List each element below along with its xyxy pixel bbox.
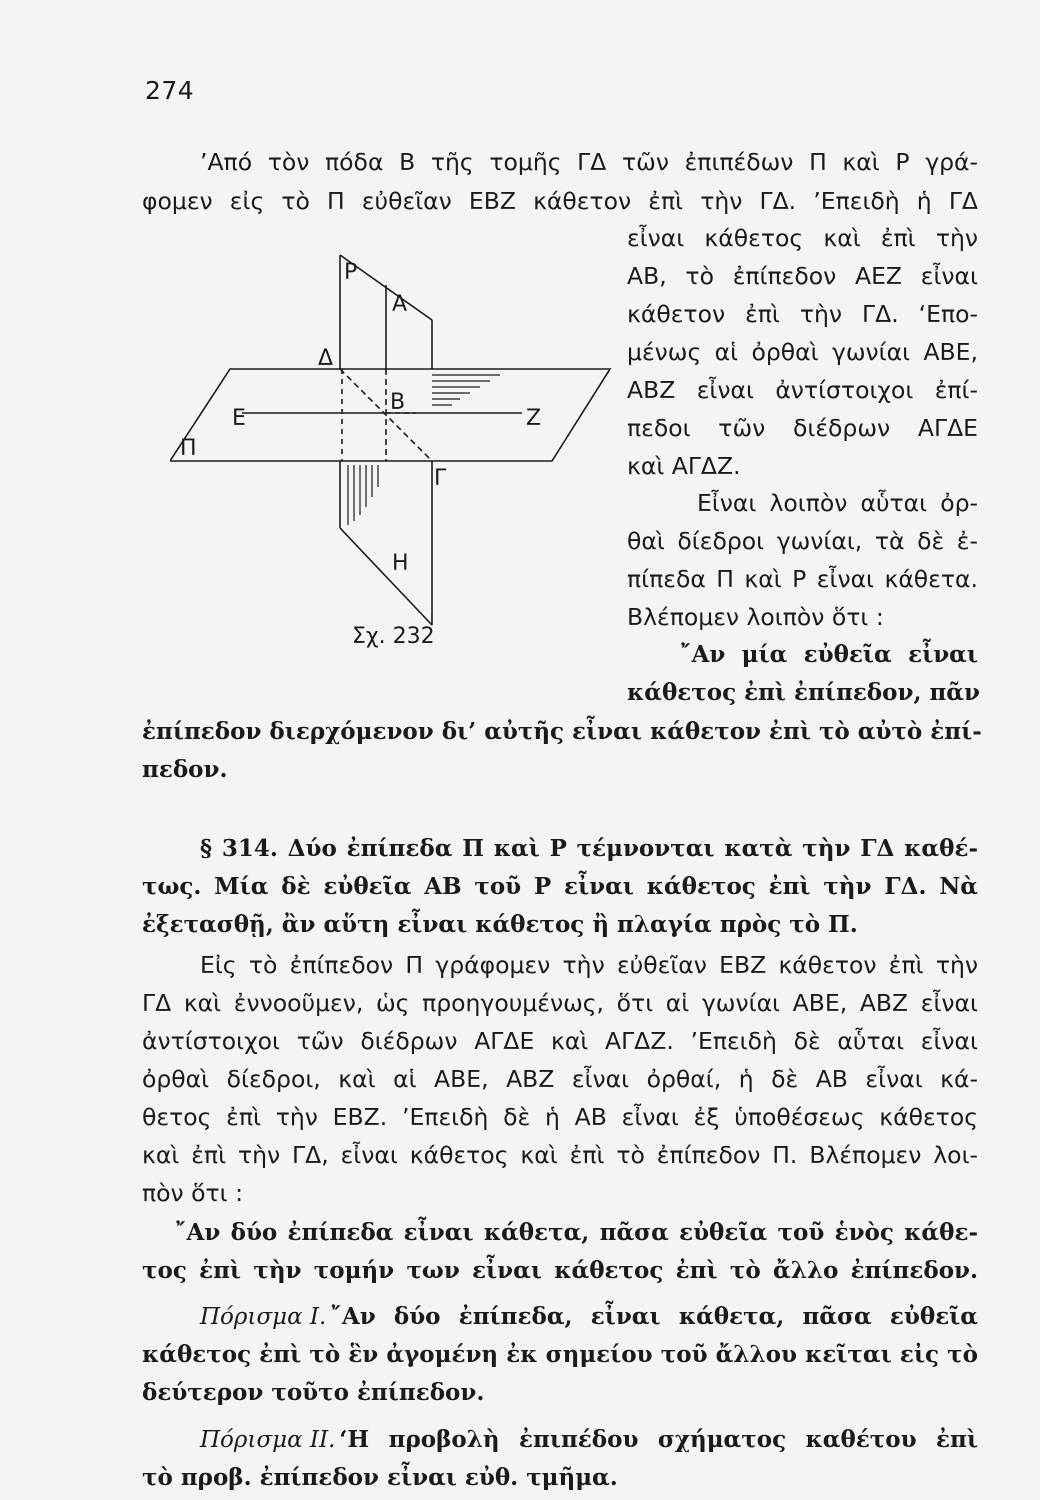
side-line: πίπεδα Π καὶ Ρ εἶναι κάθετα.: [627, 565, 978, 593]
side-line: Βλέπομεν λοιπὸν ὅτι :: [627, 603, 884, 631]
side-line: κάθετον ἐπὶ τὴν ΓΔ. ‘Επο-: [627, 300, 978, 328]
label-A: Α: [392, 292, 408, 317]
label-E: Ε: [232, 406, 246, 431]
corollary-1-line: κάθετος ἐπὶ τὸ ἓν ἀγομένη ἐκ σημείου τοῦ ἄλλου κεῖται εἰς τὸ: [142, 1341, 978, 1368]
corollary-1-line: δεύτερον τοῦτο ἐπίπεδον.: [142, 1379, 485, 1406]
corollary-2-label: Πόρισμα ΙΙ.: [200, 1427, 336, 1453]
label-Delta: Δ: [318, 346, 334, 371]
corollary-2-text: ‘Η προβολὴ ἐπιπέδου σχήματος καθέτου ἐπὶ: [339, 1426, 978, 1453]
intro-line-2: φομεν εἰς τὸ Π εὐθεῖαν ΕΒΖ κάθετον ἐπὶ τὴν ΓΔ. ’Επειδὴ ἡ ΓΔ: [142, 187, 978, 215]
side-line: καὶ ΑΓΔΖ.: [627, 452, 741, 480]
label-Z: Ζ: [526, 406, 542, 431]
intro-line-1: ’Από τὸν πόδα Β τῆς τομῆς ΓΔ τῶν ἐπιπέδων Π καὶ Ρ γρά-: [200, 148, 978, 176]
theorem-line: ἐπίπεδον διερχόμενον δι’ αὐτῆς εἶναι κάθετον ἐπὶ τὸ αὐτὸ ἐπί-: [142, 718, 982, 745]
proof-line: ΓΔ καὶ ἐννοοῦμεν, ὡς προηγουμένως, ὅτι αἱ γωνίαι ΑΒΕ, ΑΒΖ εἶναι: [142, 989, 978, 1017]
section-314-line: τως. Μία δὲ εὐθεῖα ΑΒ τοῦ Ρ εἶναι κάθετος ἐπὶ τὴν ΓΔ. Νὰ: [142, 873, 978, 900]
side-line: πεδοι τῶν διέδρων ΑΓΔΕ: [627, 414, 978, 442]
corollary-2-line: τὸ προβ. ἐπίπεδον εἶναι εὐθ. τμῆμα.: [142, 1464, 618, 1491]
corollary-1-label: Πόρισμα Ι.: [200, 1304, 327, 1330]
page-number: 274: [145, 76, 195, 105]
figure-caption: Σχ. 232: [352, 624, 435, 649]
theorem2-line: τος ἐπὶ τὴν τομήν των εἶναι κάθετος ἐπὶ τὸ ἄλλο ἐπίπεδον.: [142, 1257, 978, 1284]
side-line: Εἶναι λοιπὸν αὗται ὀρ-: [697, 489, 978, 517]
corollary-2-line: [200, 1421, 978, 1459]
theorem-line: κάθετος ἐπὶ ἐπίπεδον, πᾶν: [627, 679, 980, 706]
section-314-line: ἐξετασθῇ, ἂν αὕτη εἶναι κάθετος ἢ πλαγία πρὸς τὸ Π.: [142, 911, 858, 938]
label-Gamma: Γ: [434, 466, 447, 491]
theorem-line: πεδον.: [142, 756, 228, 783]
proof-line: ὀρθαὶ δίεδροι, καὶ αἱ ΑΒΕ, ΑΒΖ εἶναι ὀρθαί, ἡ δὲ ΑΒ εἶναι κά-: [142, 1065, 978, 1093]
proof-line: καὶ ἐπὶ τὴν ΓΔ, εἶναι κάθετος καὶ ἐπὶ τὸ ἐπίπεδον Π. Βλέπομεν λοι-: [142, 1141, 978, 1169]
theorem-line: ῎Αν μία εὐθεῖα εἶναι: [680, 641, 978, 668]
label-H: Η: [392, 551, 409, 576]
proof-line: Εἰς τὸ ἐπίπεδον Π γράφομεν τὴν εὐθεῖαν ΕΒΖ κάθετον ἐπὶ τὴν: [200, 951, 978, 979]
corollary-1-text: ῎Αν δύο ἐπίπεδα, εἶναι κάθετα, πᾶσα εὐθεῖα: [330, 1303, 978, 1330]
label-Pi: Π: [180, 436, 197, 461]
proof-line: θετος ἐπὶ τὴν ΕΒΖ. ’Επειδὴ δὲ ἡ ΑΒ εἶναι ἐξ ὑποθέσεως κάθετος: [142, 1103, 978, 1131]
figure-232: [170, 225, 620, 665]
proof-line: ἀντίστοιχοι τῶν διέδρων ΑΓΔΕ καὶ ΑΓΔΖ. ’Επειδὴ δὲ αὗται εἶναι: [142, 1027, 978, 1055]
side-line: ΑΒΖ εἶναι ἀντίστοιχοι ἐπί-: [627, 376, 978, 404]
corollary-1-line: [200, 1298, 978, 1336]
side-line: μένως αἱ ὀρθαὶ γωνίαι ΑΒΕ,: [627, 338, 978, 366]
proof-line: πὸν ὅτι :: [142, 1179, 243, 1207]
side-line: ΑΒ, τὸ ἐπίπεδον ΑΕΖ εἶναι: [627, 262, 978, 290]
label-P: Ρ: [344, 260, 358, 285]
label-B: Β: [390, 390, 406, 415]
side-line: εἶναι κάθετος καὶ ἐπὶ τὴν: [627, 224, 978, 252]
side-line: θαὶ δίεδροι γωνίαι, τὰ δὲ ἐ-: [627, 527, 978, 555]
theorem2-line: ῎Αν δύο ἐπίπεδα εἶναι κάθετα, πᾶσα εὐθεῖα τοῦ ἑνὸς κάθε-: [175, 1219, 978, 1246]
section-314-line: § 314. Δύο ἐπίπεδα Π καὶ Ρ τέμνονται κατὰ τὴν ΓΔ καθέ-: [200, 835, 978, 862]
